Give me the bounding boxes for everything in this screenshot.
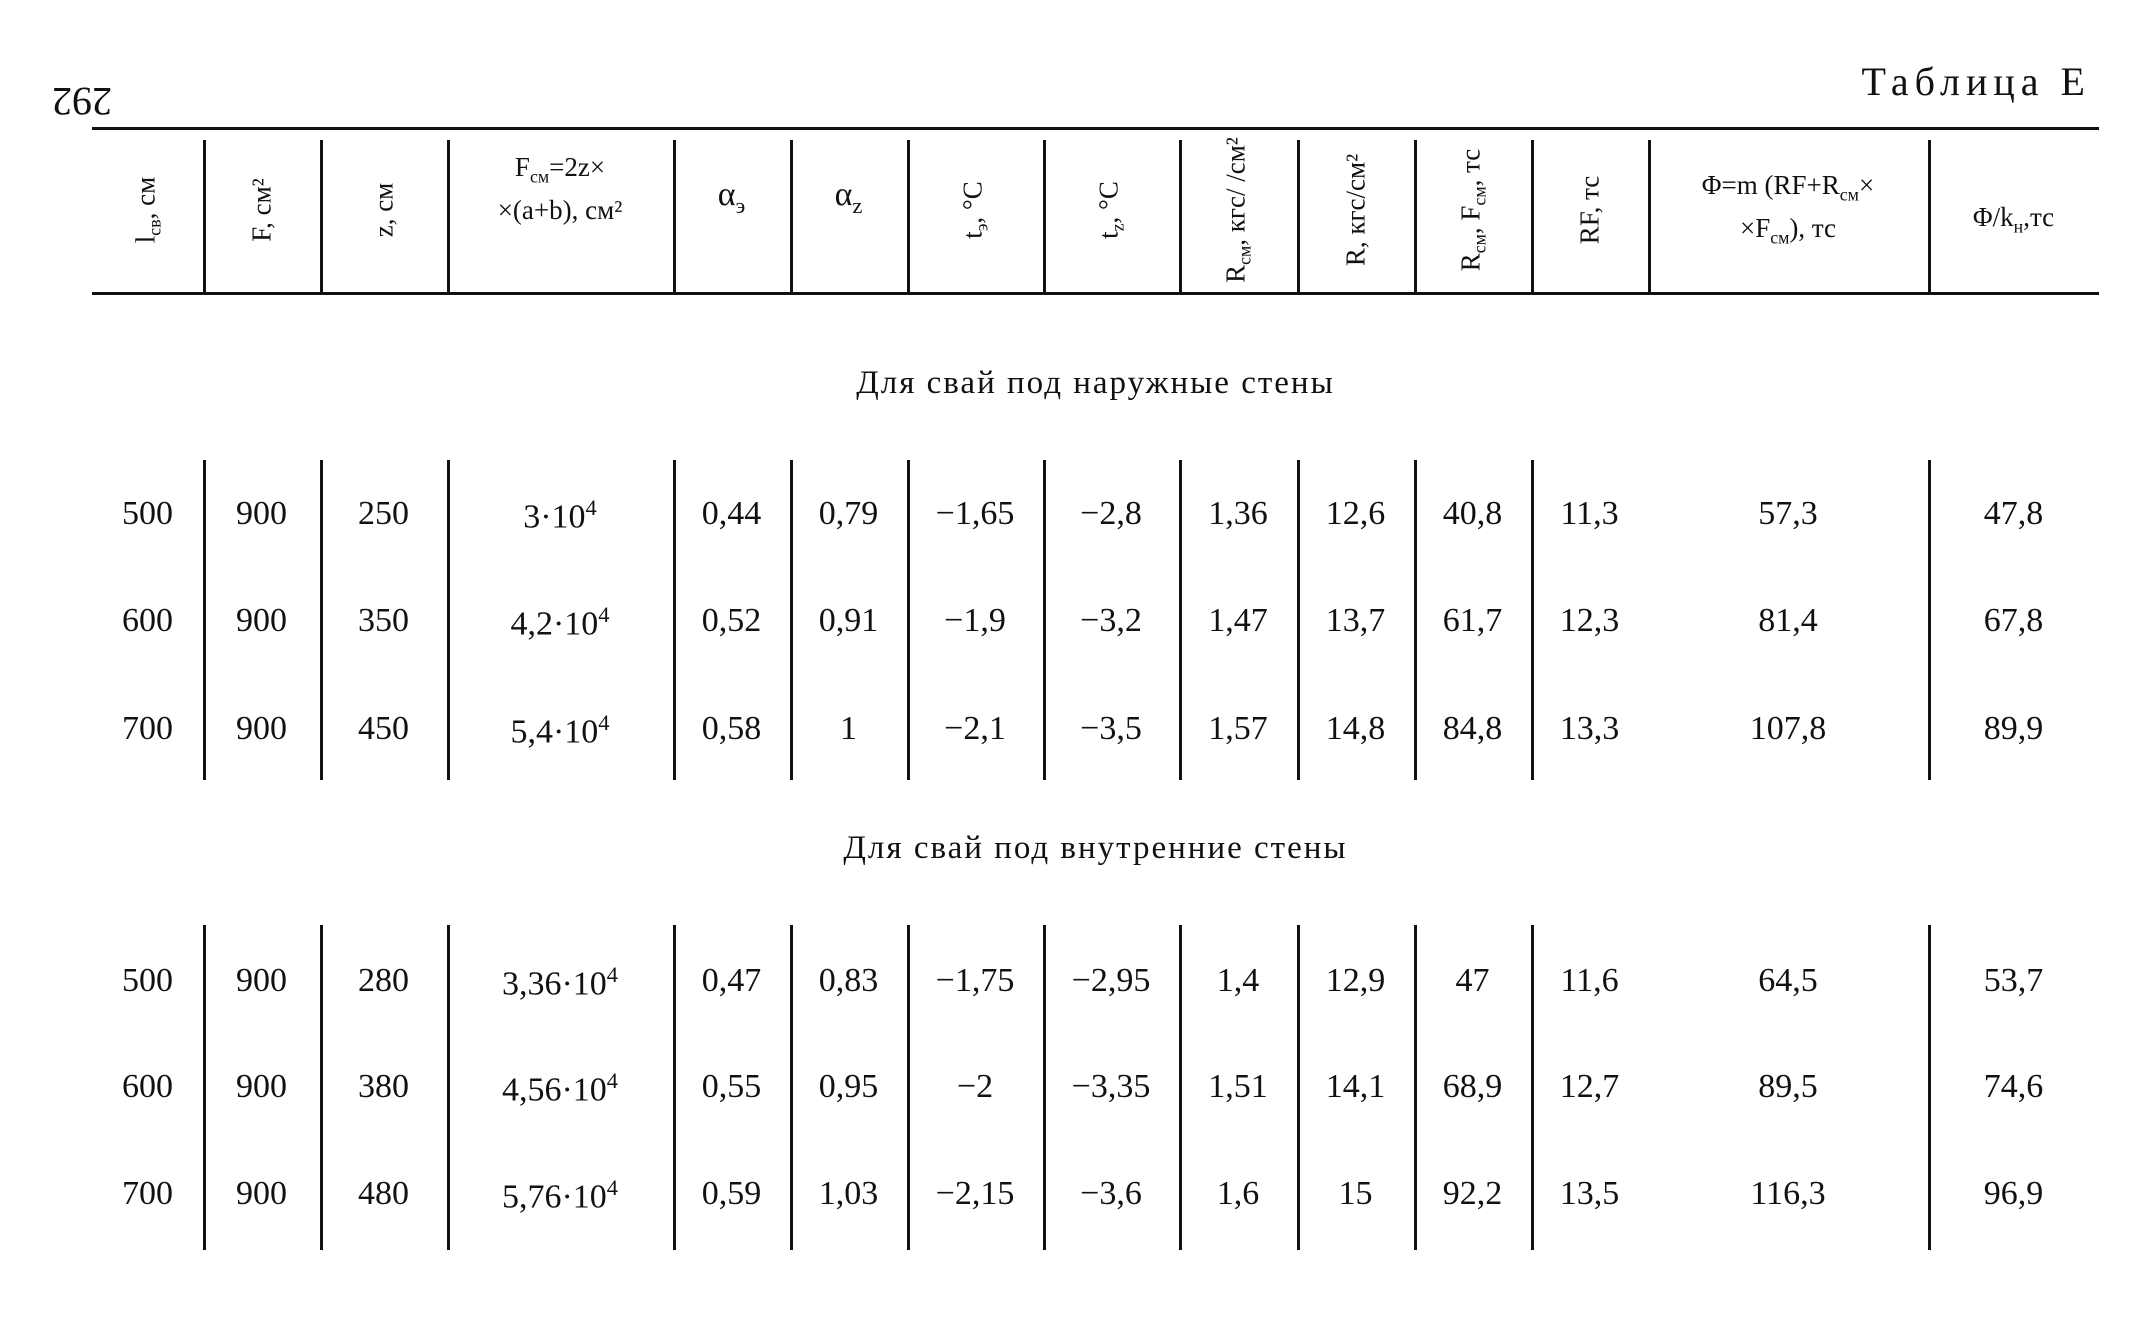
table-cell: 0,58 <box>701 710 762 747</box>
table-cell: −2,8 <box>1080 495 1142 532</box>
column-header-Rsm: $R_{см}$, кгс/ /см² <box>1220 137 1255 283</box>
column-header-R: R, кгс/см² <box>1340 153 1370 267</box>
table-cell: 450 <box>358 710 409 747</box>
table-cell: −3,6 <box>1080 1175 1142 1212</box>
table-cell: 0,44 <box>701 495 762 532</box>
table-cell: −3,35 <box>1071 1068 1151 1105</box>
table-cell: $3\cdot 10^4$ <box>523 495 597 536</box>
table-cell: 89,5 <box>1758 1068 1818 1105</box>
table-cell: $4,56\cdot 10^4$ <box>501 1068 619 1109</box>
table-cell: 1,4 <box>1216 962 1260 999</box>
column-header-alpha_e: $\alpha_э$ <box>717 176 746 218</box>
table-cell: 57,3 <box>1758 495 1818 532</box>
table-cell: 92,2 <box>1442 1175 1503 1212</box>
table-cell: 68,9 <box>1442 1068 1503 1105</box>
column-header-lsv: $l_{св}$, см <box>129 176 165 244</box>
column-header-Fsm <box>447 134 673 286</box>
table-cell: 1 <box>840 710 857 747</box>
table-cell: 0,55 <box>701 1068 762 1105</box>
top-rule <box>92 127 2099 130</box>
table-cell: $5,76\cdot 10^4$ <box>501 1175 619 1216</box>
table-cell: 61,7 <box>1442 602 1503 639</box>
table-cell: 0,52 <box>701 602 762 639</box>
header-bottom-rule <box>92 292 2099 295</box>
table-cell: 67,8 <box>1983 602 2044 639</box>
table-cell: 1,03 <box>818 1175 879 1212</box>
column-header-Fsm-line1: $F_{см}=2z\times$ <box>514 152 606 187</box>
table-cell: 11,6 <box>1560 962 1619 999</box>
table-cell: 13,3 <box>1559 710 1620 747</box>
column-header-Phi-line2: $\times F_{см}$), тс <box>1739 213 1837 248</box>
table-cell: 12,9 <box>1325 962 1386 999</box>
table-cell: 0,59 <box>701 1175 762 1212</box>
column-header-alpha_z: $\alpha_z$ <box>834 176 863 218</box>
table-cell: 47,8 <box>1983 495 2044 532</box>
table-cell: 900 <box>236 1175 287 1212</box>
column-header-RsmFsm: $R_{см}$, $F_{см}$, тс <box>1454 148 1490 272</box>
column-header-F: F, см² <box>246 178 276 242</box>
column-header-t_e: $t_э$, °С <box>957 181 992 239</box>
table-cell: 40,8 <box>1442 495 1503 532</box>
column-header-Phi <box>1648 134 1928 286</box>
table-cell: 900 <box>236 495 287 532</box>
table-cell: 1,36 <box>1208 495 1268 532</box>
table-cell: 107,8 <box>1749 710 1827 747</box>
table-cell: 47 <box>1455 962 1490 999</box>
page-number: 292 <box>52 79 112 124</box>
table-cell: 0,47 <box>701 962 762 999</box>
table-cell: 14,1 <box>1325 1068 1386 1105</box>
table-cell: 15 <box>1338 1175 1373 1212</box>
section-title: Для свай под внутренние стены <box>843 830 1348 866</box>
table-cell: 350 <box>358 602 409 639</box>
table-cell: 900 <box>236 602 287 639</box>
table-cell: 14,8 <box>1325 710 1386 747</box>
table-cell: −2 <box>956 1068 994 1105</box>
table-cell: 500 <box>122 495 173 532</box>
table-cell: 1,57 <box>1208 710 1268 747</box>
table-cell: 81,4 <box>1758 602 1818 639</box>
table-cell: 116,3 <box>1750 1175 1826 1212</box>
table-cell: 1,47 <box>1208 602 1268 639</box>
table-cell: 89,9 <box>1983 710 2044 747</box>
table-cell: 480 <box>358 1175 409 1212</box>
table-cell: 0,95 <box>818 1068 879 1105</box>
column-header-Phi_k: $\Phi/k_н,тс$ <box>1972 202 2055 237</box>
table-cell: −1,65 <box>935 495 1015 532</box>
table-cell: 96,9 <box>1983 1175 2044 1212</box>
table-title: Таблица Е <box>1861 59 2091 104</box>
table-cell: −2,15 <box>935 1175 1015 1212</box>
section-title: Для свай под наружные стены <box>856 365 1335 401</box>
table-cell: 600 <box>122 1068 173 1105</box>
table-cell: 74,6 <box>1983 1068 2044 1105</box>
table-cell: 700 <box>122 710 173 747</box>
table-cell: −2,1 <box>944 710 1006 747</box>
table-cell: 12,7 <box>1559 1068 1620 1105</box>
table-cell: $4,2\cdot 10^4$ <box>510 602 610 643</box>
column-header-RF: RF, тс <box>1574 175 1604 245</box>
table-cell: 380 <box>358 1068 409 1105</box>
table-cell: 12,3 <box>1559 602 1620 639</box>
column-header-Fsm-line2: ×(a+b), см² <box>497 195 623 226</box>
table-cell: −1,9 <box>944 602 1006 639</box>
table-cell: 500 <box>122 962 173 999</box>
table-cell: 280 <box>358 962 409 999</box>
table-cell: 13,7 <box>1325 602 1386 639</box>
table-cell: 600 <box>122 602 173 639</box>
table-cell: −3,2 <box>1080 602 1142 639</box>
table-cell: 900 <box>236 710 287 747</box>
table-cell: 900 <box>236 1068 287 1105</box>
table-cell: 1,6 <box>1216 1175 1260 1212</box>
table-cell: −3,5 <box>1080 710 1142 747</box>
table-cell: 0,83 <box>818 962 879 999</box>
table-cell: 700 <box>122 1175 173 1212</box>
table-cell: 53,7 <box>1983 962 2044 999</box>
column-header-t_z: $t_z$, °С <box>1093 181 1128 239</box>
table-cell: 0,91 <box>818 602 879 639</box>
table-cell: $5,4\cdot 10^4$ <box>510 710 610 751</box>
table-cell: 84,8 <box>1442 710 1503 747</box>
table-cell: 12,6 <box>1325 495 1386 532</box>
table-cell: 11,3 <box>1560 495 1619 532</box>
table-cell: 13,5 <box>1559 1175 1620 1212</box>
table-cell: $3,36\cdot 10^4$ <box>501 962 619 1003</box>
column-header-z: z, см <box>368 182 398 238</box>
column-header-Phi-line1: Φ=m ($RF+R_{см}\times$ <box>1701 170 1875 205</box>
table-cell: 1,51 <box>1208 1068 1268 1105</box>
table-cell: −2,95 <box>1071 962 1151 999</box>
table-cell: 0,79 <box>818 495 879 532</box>
table-cell: −1,75 <box>935 962 1015 999</box>
table-cell: 250 <box>358 495 409 532</box>
table-cell: 64,5 <box>1758 962 1818 999</box>
table-cell: 900 <box>236 962 287 999</box>
